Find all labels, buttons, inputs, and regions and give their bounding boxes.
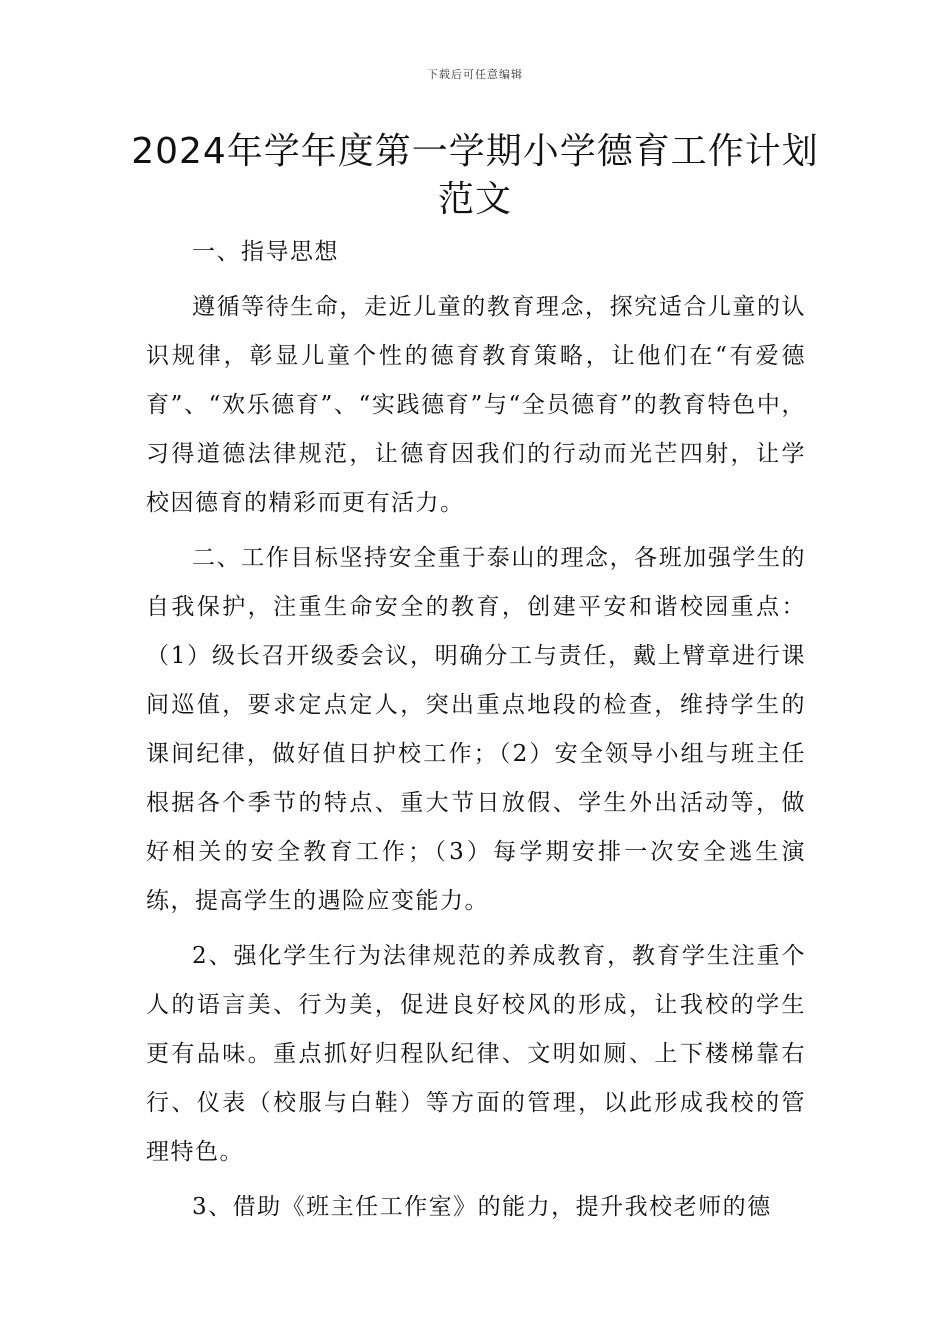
paragraph-teacher-studio: 3、借助《班主任工作室》的能力，提升我校老师的德 <box>192 1194 772 1220</box>
document-body <box>146 228 806 1232</box>
document-title <box>110 128 840 224</box>
title-line-1: 2024年学年度第一学期小学德育工作计划 <box>131 131 819 172</box>
paragraph-work-goals: 二、工作目标坚持安全重于泰山的理念，各班加强学生的自我保护，注重生命安全的教育，创建平安和谐校园重点：（1）级长召开级委会议，明确分工与责任，戴上臂章进行课间巡值，要求定点定人，突出重点地段的检查，维持学生的课间纪律，做好值日护校工作；（2）安全领导小组与班主任根据各个季节的特点、重大节日放假、学生外出活动等，做好相关的安全教育工作；（3）每学期安排一次安全逃生演练，提高学生的遇险应变能力。 <box>146 545 806 914</box>
page-header-note: 下载后可任意编辑 <box>427 68 523 81</box>
title-line-2: 范文 <box>437 179 512 220</box>
section-heading-guiding-ideology: 一、指导思想 <box>192 239 339 265</box>
paragraph-guiding-ideology: 遵循等待生命，走近儿童的教育理念，探究适合儿童的认识规律，彰显儿童个性的德育教育策略，让他们在“有爱德育”、“欢乐德育”、“实践德育”与“全员德育”的教育特色中，习得道德法律规范，让德育因我们的行动而光芒四射，让学校因德育的精彩而更有活力。 <box>146 294 806 516</box>
paragraph-behavior-norms: 2、强化学生行为法律规范的养成教育，教育学生注重个人的语言美、行为美，促进良好校风的形成，让我校的学生更有品味。重点抓好归程队纪律、文明如厕、上下楼梯靠右行、仪表（校服与白鞋）等方面的管理，以此形成我校的管理特色。 <box>146 943 806 1165</box>
